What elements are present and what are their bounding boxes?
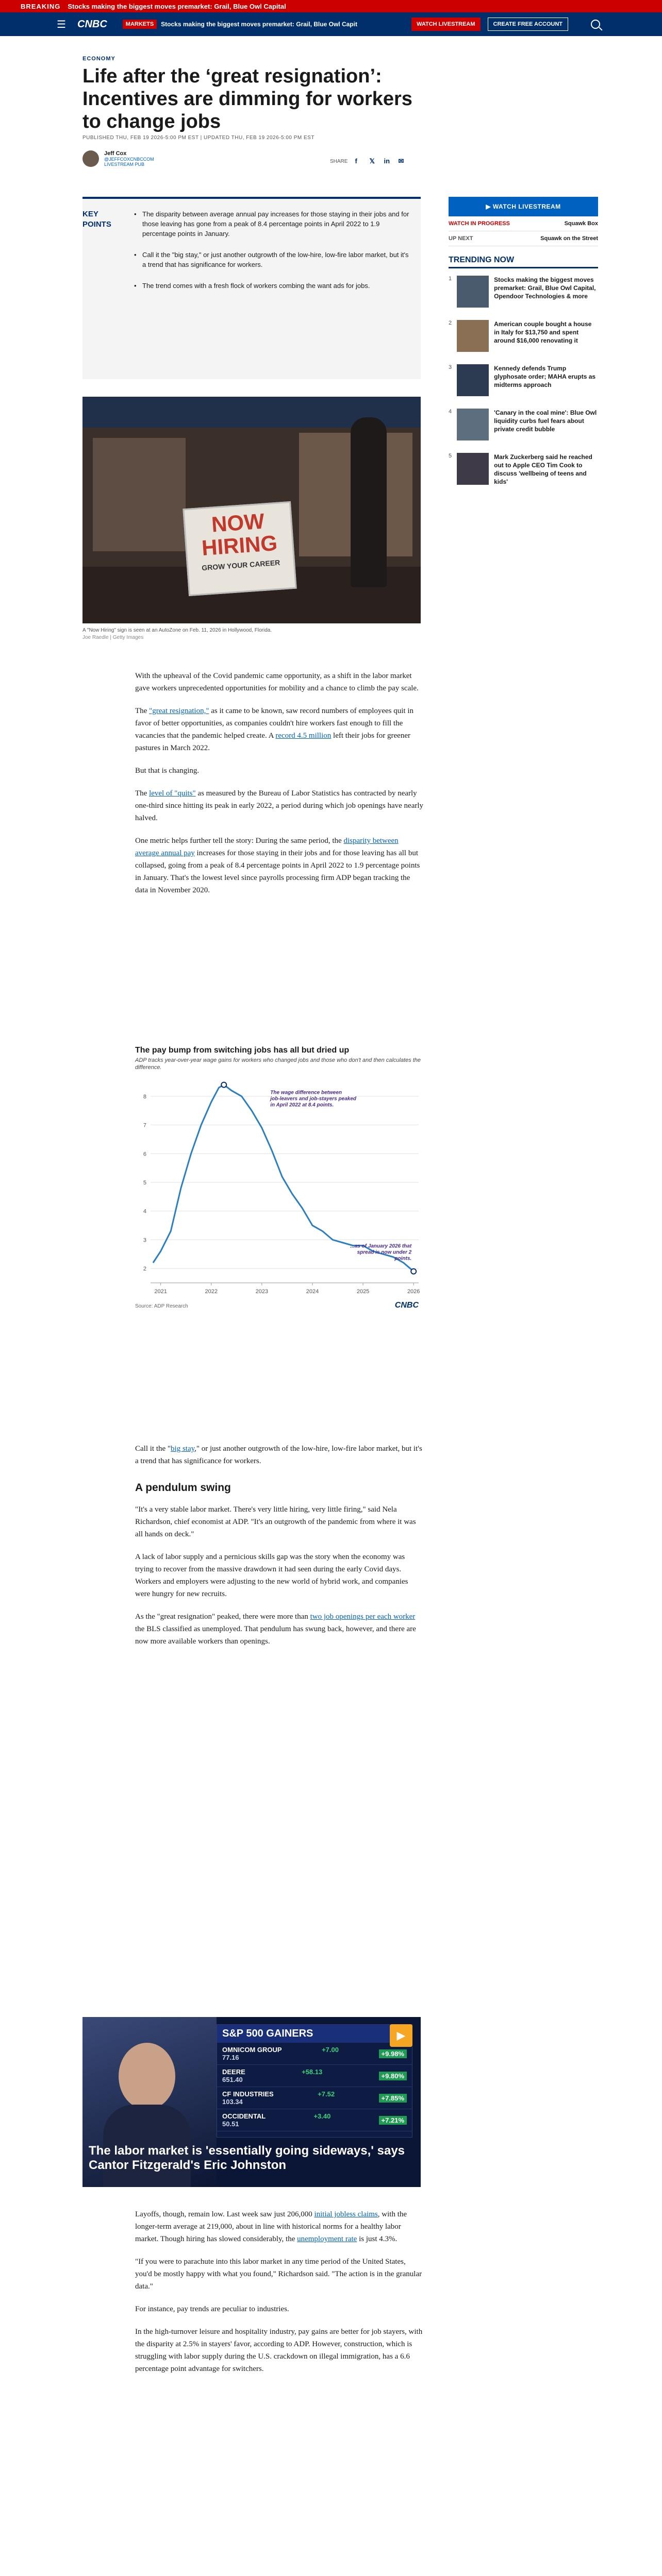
sign-line-2: HIRING — [201, 530, 278, 561]
y-tick-label: 4 — [143, 1208, 146, 1215]
x-twitter-icon[interactable]: 𝕏 — [369, 157, 375, 165]
paragraph: With the upheaval of the Covid pandemic came opportunity, as a shift in the labor market gave workers unprecedented opportunities for mobility and a chance to climb the pay scale. — [135, 672, 419, 692]
up-next-label: UP NEXT — [449, 235, 473, 242]
watch-btn-label: WATCH LIVESTREAM — [492, 203, 561, 210]
now-hiring-sign — [183, 501, 296, 596]
text: One metric helps further tell the story: During the same period, the — [135, 837, 344, 845]
trending-number: 4 — [449, 409, 452, 415]
live-now-row[interactable] — [449, 216, 598, 231]
paragraph — [135, 1611, 424, 1648]
publish-date: PUBLISHED THU, FEB 19 2026-5:00 PM EST | UPDATED THU, FEB 19 2026-5:00 PM EST — [82, 135, 315, 141]
trending-thumbnail[interactable] — [457, 276, 489, 308]
wage-gap-chart — [135, 1046, 424, 1324]
market-pct: +9.80% — [379, 2072, 407, 2080]
market-pct: +7.21% — [379, 2116, 407, 2125]
chart-title: The pay bump from switching jobs has all but dried up — [135, 1046, 350, 1055]
right-sidebar — [449, 197, 598, 490]
article-kicker[interactable]: ECONOMY — [82, 56, 115, 62]
ticker-text[interactable]: Stocks making the biggest moves premarket: Grail, Blue Owl Capit — [161, 21, 357, 28]
article-headline: Life after the ‘great resignation’: Incentives are dimming for workers to change jobs — [82, 65, 412, 132]
panel-title: S&P 500 GAINERS — [217, 2025, 412, 2043]
live-now-label: WATCH IN PROGRESS — [449, 221, 510, 227]
inline-link[interactable]: two job openings per each worker — [310, 1613, 416, 1621]
chart-brand-logo: CNBC — [394, 1301, 419, 1310]
inline-link[interactable]: unemployment rate — [297, 2235, 357, 2243]
peak-marker — [221, 1082, 226, 1088]
sign-line-1: NOW — [210, 509, 266, 537]
breaking-text[interactable]: Stocks making the biggest moves premarket: Grail, Blue Owl Capital — [68, 2, 286, 10]
share-bar — [330, 158, 405, 165]
text: the BLS classified as unemployed. That pendulum has swung back, however, and there are now more available workers than openings. — [135, 1625, 416, 1646]
x-tick-label: 2024 — [306, 1289, 319, 1295]
text: left their jobs for greener pastures in March 2022. — [135, 732, 410, 752]
section-heading: A pendulum swing — [135, 1482, 231, 1494]
author-avatar[interactable] — [82, 150, 99, 167]
trending-headline[interactable]: 'Canary in the coal mine': Blue Owl liquidity curbs fuel fears about private credit bubble — [494, 409, 597, 433]
latest-marker — [411, 1269, 416, 1274]
y-tick-label: 5 — [143, 1180, 146, 1186]
key-points-box — [82, 197, 421, 379]
up-next-row[interactable] — [449, 231, 598, 246]
y-tick-label: 8 — [143, 1093, 146, 1100]
market-change: +3.40 — [313, 2112, 331, 2120]
market-name: OCCIDENTAL — [222, 2112, 266, 2120]
video-player[interactable] — [82, 2017, 421, 2187]
sign-line-3: GROW YOUR CAREER — [201, 558, 280, 572]
trending-headline[interactable]: Mark Zuckerberg said he reached out to Apple CEO Tim Cook to discuss 'wellbeing of teens and kids' — [494, 453, 592, 485]
trending-item[interactable] — [449, 320, 598, 357]
trending-item[interactable] — [449, 276, 598, 313]
text: The — [135, 789, 150, 798]
person-silhouette — [351, 417, 387, 587]
share-label: SHARE — [330, 158, 348, 164]
market-change: +7.00 — [322, 2046, 339, 2054]
up-next-show: Squawk on the Street — [540, 235, 598, 242]
market-price: 77.16 — [222, 2054, 239, 2061]
paragraph: For instance, pay trends are peculiar to industries. — [135, 2305, 289, 2313]
x-tick-label: 2023 — [255, 1289, 269, 1295]
chart-canvas — [135, 1072, 424, 1314]
inline-link[interactable]: disparity between average annual pay — [135, 837, 399, 857]
market-price: 651.40 — [222, 2076, 243, 2083]
text: Layoffs, though, remain low. Last week saw just 206,000 — [135, 2210, 315, 2218]
inline-link[interactable]: big stay — [171, 1445, 195, 1453]
chart-source: Source: ADP Research — [135, 1303, 188, 1309]
paragraph — [135, 835, 424, 896]
search-icon[interactable] — [591, 20, 600, 29]
key-point: • Call it the "big stay," or just another outgrowth of the low-hire, low-fire labor market, but it's a trend that has significance for workers. — [134, 250, 412, 269]
trending-number: 5 — [449, 453, 452, 459]
video-title[interactable]: The labor market is 'essentially going sideways,' says Cantor Fitzgerald's Eric Johnston — [89, 2144, 405, 2172]
market-name: CF INDUSTRIES — [222, 2090, 274, 2098]
hero-image — [82, 397, 421, 623]
text: Call it the " — [135, 1445, 171, 1453]
cnbc-logo[interactable]: CNBC — [77, 18, 107, 30]
play-icon[interactable]: ▶ — [390, 2024, 412, 2047]
article-body-3 — [135, 2208, 424, 2375]
inline-link[interactable]: initial jobless claims — [314, 2210, 378, 2218]
key-point: • The trend comes with a fresh flock of workers combing the want ads for jobs. — [134, 281, 412, 291]
watch-livestream-button[interactable]: WATCH LIVESTREAM — [411, 18, 480, 31]
x-tick-label: 2026 — [407, 1289, 420, 1295]
inline-link[interactable]: record 4.5 million — [275, 732, 332, 740]
paragraph: In the high-turnover leisure and hospitality industry, pay gains are better for job stayers, with the disparity at 2.5% in stayers' favor, according to ADP. However, construction, which is struggling with labor supply during the U.S. crackdown on illegal immigration, has a 6.6 percentage point advantage for switchers. — [135, 2328, 423, 2373]
x-tick-label: 2021 — [154, 1289, 167, 1295]
market-pct: +7.85% — [379, 2094, 407, 2103]
create-account-button[interactable]: CREATE FREE ACCOUNT — [488, 18, 568, 31]
chart-annotation-latest: ...as of January 2026 that spread is now under 2 points. — [350, 1243, 412, 1262]
paragraph: A lack of labor supply and a pernicious skills gap was the story when the economy was trying to recover from the massive drawdown it had seen during the early Covid days. Workers and employers were adjusting to the new world of hybrid work, and companies were hungry for new recruits. — [135, 1553, 408, 1598]
text: ," or just another outgrowth of the low-hire, low-fire labor market, but it's a trend that has significance for workers. — [135, 1445, 422, 1465]
market-row — [217, 2109, 412, 2131]
trending-number: 3 — [449, 364, 452, 370]
trending-item[interactable] — [449, 364, 598, 401]
trending-item[interactable] — [449, 453, 598, 490]
market-row — [217, 2087, 412, 2109]
hero-caption: A "Now Hiring" sign is seen at an AutoZone on Feb. 11, 2026 in Hollywood, Florida. — [82, 628, 272, 633]
text: As the "great resignation" peaked, there were more than — [135, 1613, 310, 1621]
site-header — [0, 12, 662, 36]
y-tick-label: 6 — [143, 1151, 146, 1158]
inline-link[interactable]: level of "quits" — [149, 789, 196, 798]
sidebar-watch-livestream-button[interactable]: ▶ WATCH LIVESTREAM — [449, 197, 598, 216]
hero-credit: Joe Raedle | Getty Images — [82, 635, 144, 640]
paragraph — [135, 787, 424, 824]
x-tick-label: 2022 — [205, 1289, 218, 1295]
inline-link[interactable]: "great resignation," — [149, 707, 209, 715]
market-price: 50.51 — [222, 2120, 239, 2128]
x-tick-label: 2025 — [356, 1289, 370, 1295]
trending-number: 1 — [449, 276, 452, 282]
trending-thumbnail[interactable] — [457, 364, 489, 396]
y-tick-label: 7 — [143, 1122, 146, 1129]
trending-headline[interactable]: American couple bought a house in Italy for $13,750 and spent around $16,000 renovating it — [494, 320, 592, 344]
trending-headline[interactable]: Kennedy defends Trump glyphosate order; MAHA erupts as midterms approach — [494, 365, 596, 388]
market-change: +58.13 — [302, 2068, 323, 2076]
key-points-label: KEY POINTS — [82, 210, 111, 229]
author-byline[interactable] — [82, 150, 237, 167]
trending-title: TRENDING NOW — [449, 256, 598, 268]
menu-icon[interactable]: ☰ — [57, 19, 66, 30]
linkedin-icon[interactable]: in — [384, 157, 390, 165]
text: as measured by the Bureau of Labor Statistics has contracted by nearly one-third since hitting its peak in early 2022, a period during which job openings have nearly halved. — [135, 789, 424, 822]
author-link[interactable]: LIVESTREAM PUB — [104, 162, 145, 167]
ticker-label: MARKETS — [123, 20, 157, 29]
email-icon[interactable]: ✉ — [398, 157, 404, 165]
key-point: • The disparity between average annual pay increases for those staying in their jobs and for those leaving has gone from a peak of 8.4 percentage points in April 2022 to 1.9 percentage points in January. — [134, 209, 412, 239]
article-body-2 — [135, 1443, 424, 1648]
trending-thumbnail[interactable] — [457, 453, 489, 485]
paragraph: But that is changing. — [135, 767, 200, 775]
breaking-news-banner[interactable] — [0, 0, 662, 12]
breaking-tag: BREAKING — [21, 2, 61, 10]
live-show-name: Squawk Box — [564, 221, 598, 227]
market-pct: +9.98% — [379, 2049, 407, 2058]
article-body-1 — [135, 670, 424, 896]
text: , with the longer-term average at 219,000, about in line with historical norms for a healthy labor market. Though hiring has slowed considerably, the — [135, 2210, 407, 2243]
market-name: DEERE — [222, 2068, 245, 2076]
trending-number: 2 — [449, 320, 452, 326]
paragraph — [135, 705, 424, 754]
text: The — [135, 707, 150, 715]
market-row — [217, 2043, 412, 2065]
y-tick-label: 2 — [143, 1266, 146, 1273]
y-tick-label: 3 — [143, 1237, 146, 1244]
trending-item[interactable] — [449, 409, 598, 446]
author-name[interactable]: Jeff Cox — [104, 150, 127, 157]
chart-annotation-peak: The wage difference between job-leavers and job-stayers peaked in April 2022 at 8.4 points. — [270, 1090, 356, 1108]
trending-headline[interactable]: Stocks making the biggest moves premarket: Grail, Blue Owl Capital, Opendoor Technologies & more — [494, 276, 596, 300]
paragraph: "If you were to parachute into this labor market in any time period of the United States, you'd be mostly happy with what you found," Richardson said. "The action is in the granular data." — [135, 2258, 422, 2291]
trending-thumbnail[interactable] — [457, 409, 489, 440]
paragraph — [135, 1443, 424, 1467]
text: increases for those staying in their jobs and for those leaving has all but collapsed, going from a peak of 8.4 percentage points in April 2022 to 1.9 percentage points in January. That's the lowest level since payrolls processing firm ADP began tracking the data in November 2020. — [135, 849, 420, 894]
author-handle[interactable]: @JEFFCOXCNBCCOM — [104, 157, 154, 162]
video-market-panel — [217, 2024, 412, 2138]
paragraph — [135, 2208, 424, 2245]
chart-subtitle: ADP tracks year-over-year wage gains for workers who changed jobs and those who don't and then calculates the difference. — [135, 1057, 421, 1071]
market-change: +7.52 — [318, 2090, 335, 2098]
market-price: 103.34 — [222, 2098, 243, 2106]
text: is just 4.3%. — [357, 2235, 398, 2243]
market-row — [217, 2065, 412, 2087]
paragraph: "It's a very stable labor market. There's very little hiring, very little firing," said Nela Richardson, chief economist at ADP. "It's an outgrowth of the pandemic from where it was all hands on deck." — [135, 1505, 416, 1538]
facebook-icon[interactable]: f — [355, 157, 357, 165]
text: as it came to be known, saw record numbers of employees quit in favor of better opportunities, as companies couldn't hire workers fast enough to fill the vacancies that the pandemic helped create. A — [135, 707, 414, 740]
trending-thumbnail[interactable] — [457, 320, 489, 352]
market-name: OMNICOM GROUP — [222, 2046, 282, 2054]
